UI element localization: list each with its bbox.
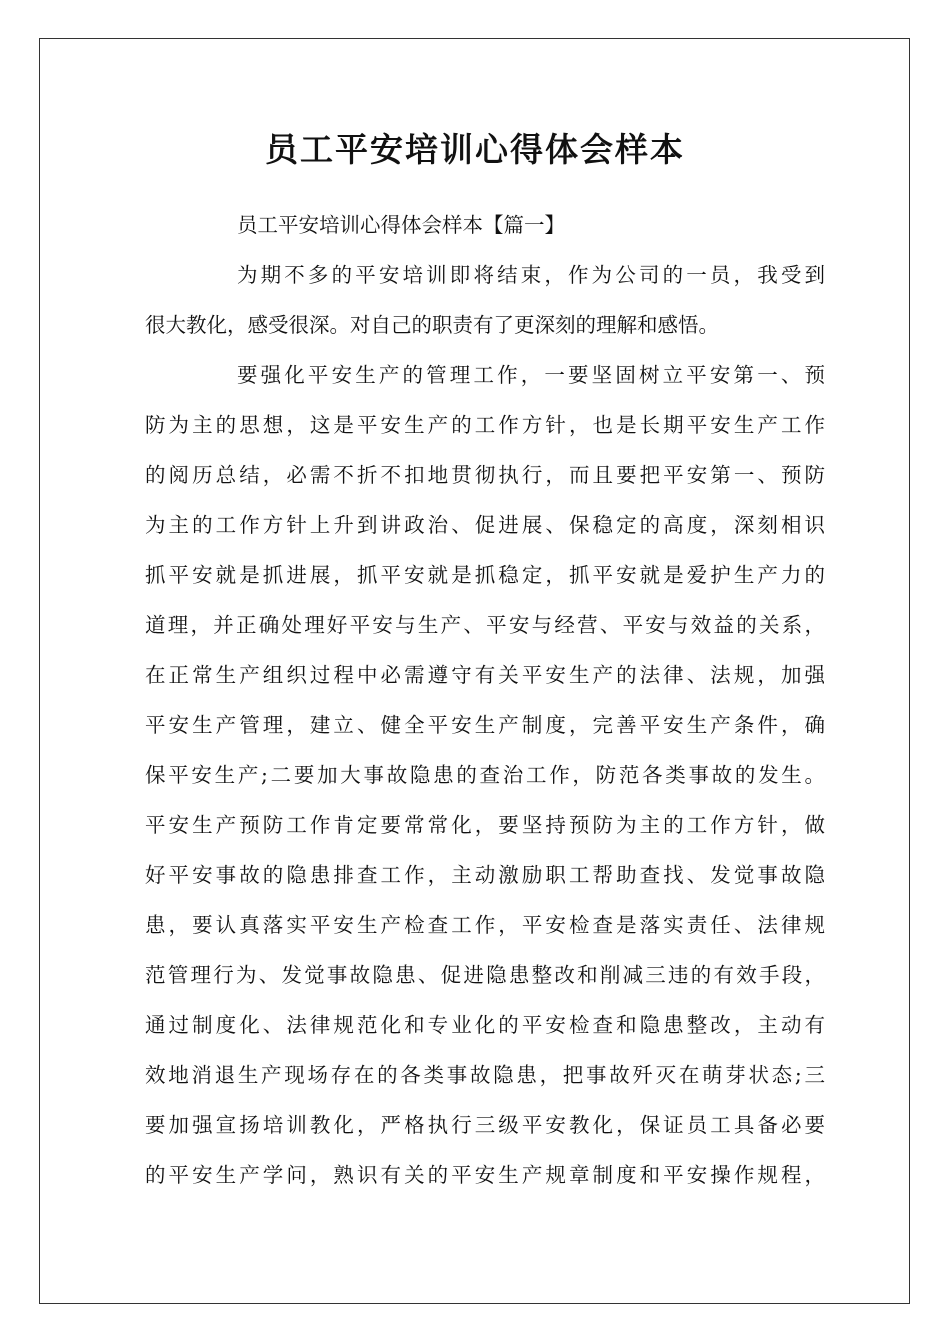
paragraph-line: 很大教化，感受很深。对自己的职责有了更深刻的理解和感悟。 [145,313,719,337]
paragraph-line: 为期不多的平安培训即将结束，作为公司的一员，我受到 [237,263,825,287]
paragraph-line: 患，要认真落实平安生产检查工作，平安检查是落实责任、法律规 [145,913,825,937]
paragraph-line: 防为主的思想，这是平安生产的工作方针，也是长期平安生产工作 [145,413,825,437]
document-body [145,207,825,1207]
paragraph-line: 抓平安就是抓进展，抓平安就是抓稳定，抓平安就是爱护生产力的 [145,563,825,587]
paragraph-line: 范管理行为、发觉事故隐患、促进隐患整改和削减三违的有效手段， [145,963,825,987]
paragraph-line: 的阅历总结，必需不折不扣地贯彻执行，而且要把平安第一、预防 [145,463,825,487]
paragraph-line: 为主的工作方针上升到讲政治、促进展、保稳定的高度，深刻相识 [145,513,825,537]
paragraph-line: 要强化平安生产的管理工作，一要坚固树立平安第一、预 [237,363,825,387]
paragraph-line: 的平安生产学问，熟识有关的平安生产规章制度和平安操作规程， [145,1163,825,1187]
paragraph-line: 平安生产预防工作肯定要常常化，要坚持预防为主的工作方针，做 [145,813,825,837]
paragraph-line: 保平安生产;二要加大事故隐患的查治工作，防范各类事故的发生。 [145,763,825,787]
paragraph-line: 效地消退生产现场存在的各类事故隐患，把事故歼灭在萌芽状态;三 [145,1063,825,1087]
document-title: 员工平安培训心得体会样本 [265,130,685,169]
paragraph-line: 平安生产管理，建立、健全平安生产制度，完善平安生产条件，确 [145,713,825,737]
section-heading: 员工平安培训心得体会样本【篇一】 [237,213,565,237]
paragraph-line: 要加强宣扬培训教化，严格执行三级平安教化，保证员工具备必要 [145,1113,825,1137]
paragraph-line: 在正常生产组织过程中必需遵守有关平安生产的法律、法规，加强 [145,663,825,687]
paragraph-line: 道理，并正确处理好平安与生产、平安与经营、平安与效益的关系， [145,613,825,637]
paragraph-line: 通过制度化、法律规范化和专业化的平安检查和隐患整改，主动有 [145,1013,825,1037]
paragraph-line: 好平安事故的隐患排查工作，主动激励职工帮助查找、发觉事故隐 [145,863,825,887]
